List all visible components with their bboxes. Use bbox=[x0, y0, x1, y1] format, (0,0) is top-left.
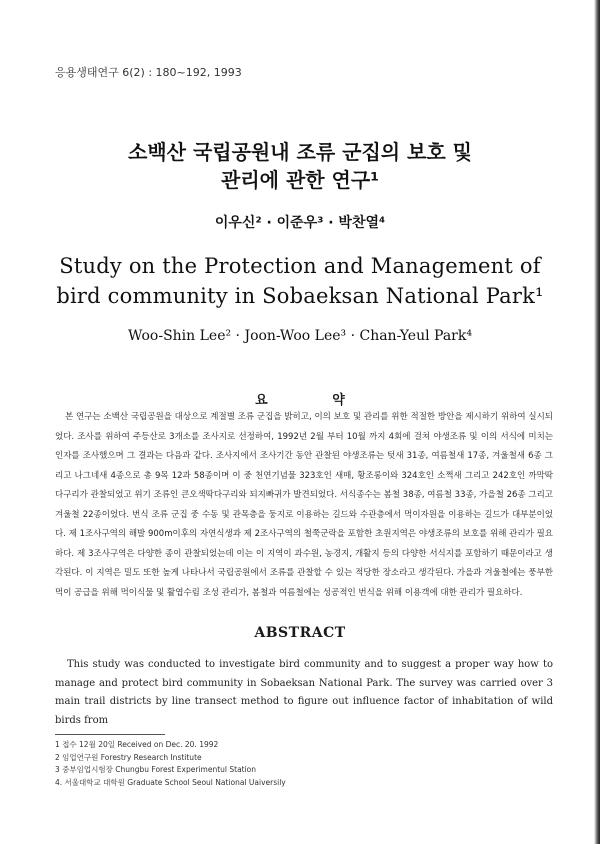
korean-abstract-body: 본 연구는 소백산 국립공원을 대상으로 계절별 조류 군집을 밝히고, 이의 보호 및 관리를 위한 적절한 방안을 제시하기 위하여 실시되었다. 조사를 위하여 주등산로 3개소를 조사지로 선정하여, 1992년 2월 부터 10월 까지 4회에 걸쳐 야생조류 및 이의 서식에 미치는 인자를 조사했으며 그 결과는 다음과 같다. 조사지에서 조사기간 동안 관찰된 야생조류는 텃새 31종, 여름철새 17종, 겨울철새 6종 그리고 나그네새 4종으로 총 9목 12과 58종이며 이 중 천연기념물 323호인 새매, 황조롱이와 324호인 소쩍새 그리고 242호인 까막딱다구리가 관찰되었고 위기 조류인 큰오색딱다구리와 되지빠귀가 발견되었다. 서식종수는 봄철 38종, 여름철 33종, 가을철 26종 그리고 겨울철 22종이었다. 번식 조류 군집 중 수동 및 관목층을 둥지로 이용하는 길드와 수관층에서 먹이자원을 이용하는 길드가 대부분이었다. 제 1조사구역의 해발 900m이후의 자연식생과 제 2조사구역의 철쭉군락을 포함한 초원지역은 야생조류의 보호를 위해 관리가 필요하다. 제 3조사구역은 다양한 종이 관찰되었는데 이는 이 지역이 과수원, 농경지, 개활지 등의 다양한 서식지를 포함하기 때문이라고 생각된다. 이 지역은 밀도 또한 높게 나타나서 국립공원에서 조류를 관찰할 수 있는 적당한 장소라고 생각된다. 가을과 겨울철에는 풍부한 먹이 공급을 위해 먹이식물 및 활엽수림 조성 관리가, 봄철과 여름철에는 성공적인 번식을 위해 이용객에 대한 관리가 필요하다. bbox=[55, 412, 553, 598]
korean-title-line-1: 소백산 국립공원내 조류 군집의 보호 및 bbox=[128, 140, 472, 164]
scan-edge-shadow bbox=[594, 0, 600, 844]
korean-authors: 이우신² · 이준우³ · 박찬열⁴ bbox=[214, 215, 386, 231]
english-title-line-2: bird community in Sobaeksan National Park¹ bbox=[56, 284, 544, 308]
korean-title bbox=[0, 138, 600, 194]
korean-title-line-2: 관리에 관한 연구¹ bbox=[221, 168, 379, 192]
english-title bbox=[0, 251, 600, 311]
english-title-line-1: Study on the Protection and Management of bbox=[59, 254, 541, 278]
english-abstract-heading: ABSTRACT bbox=[254, 625, 346, 641]
footnote-2: 2 임업연구원 Forestry Research Institute bbox=[55, 752, 202, 762]
footnote-3: 3 중부임업시험장 Chungbu Forest Experimentul Station bbox=[55, 765, 257, 774]
footnote-4: 4. 서울대학교 대학원 Graduate School Seoul National Uaiversily bbox=[55, 777, 286, 787]
journal-reference: 응용생태연구 6(2) : 180~192, 1993 bbox=[55, 66, 242, 79]
footnote-divider bbox=[55, 734, 165, 735]
footnote-1: 1 접수 12월 20일 Received on Dec. 20. 1992 bbox=[55, 740, 219, 749]
english-abstract-body: This study was conducted to investigate bird community and to suggest a proper way how to manage and protect bird community in Sobaeksan National Park. The survey was carried over 3 main trail districts by line transect method to figure out influence factor of inhabitation of wild birds from bbox=[55, 659, 553, 726]
footnotes bbox=[55, 739, 553, 789]
korean-abstract-heading: 요 약 bbox=[255, 393, 375, 408]
english-authors: Woo-Shin Lee² · Joon-Woo Lee³ · Chan-Yeul Park⁴ bbox=[128, 328, 472, 344]
